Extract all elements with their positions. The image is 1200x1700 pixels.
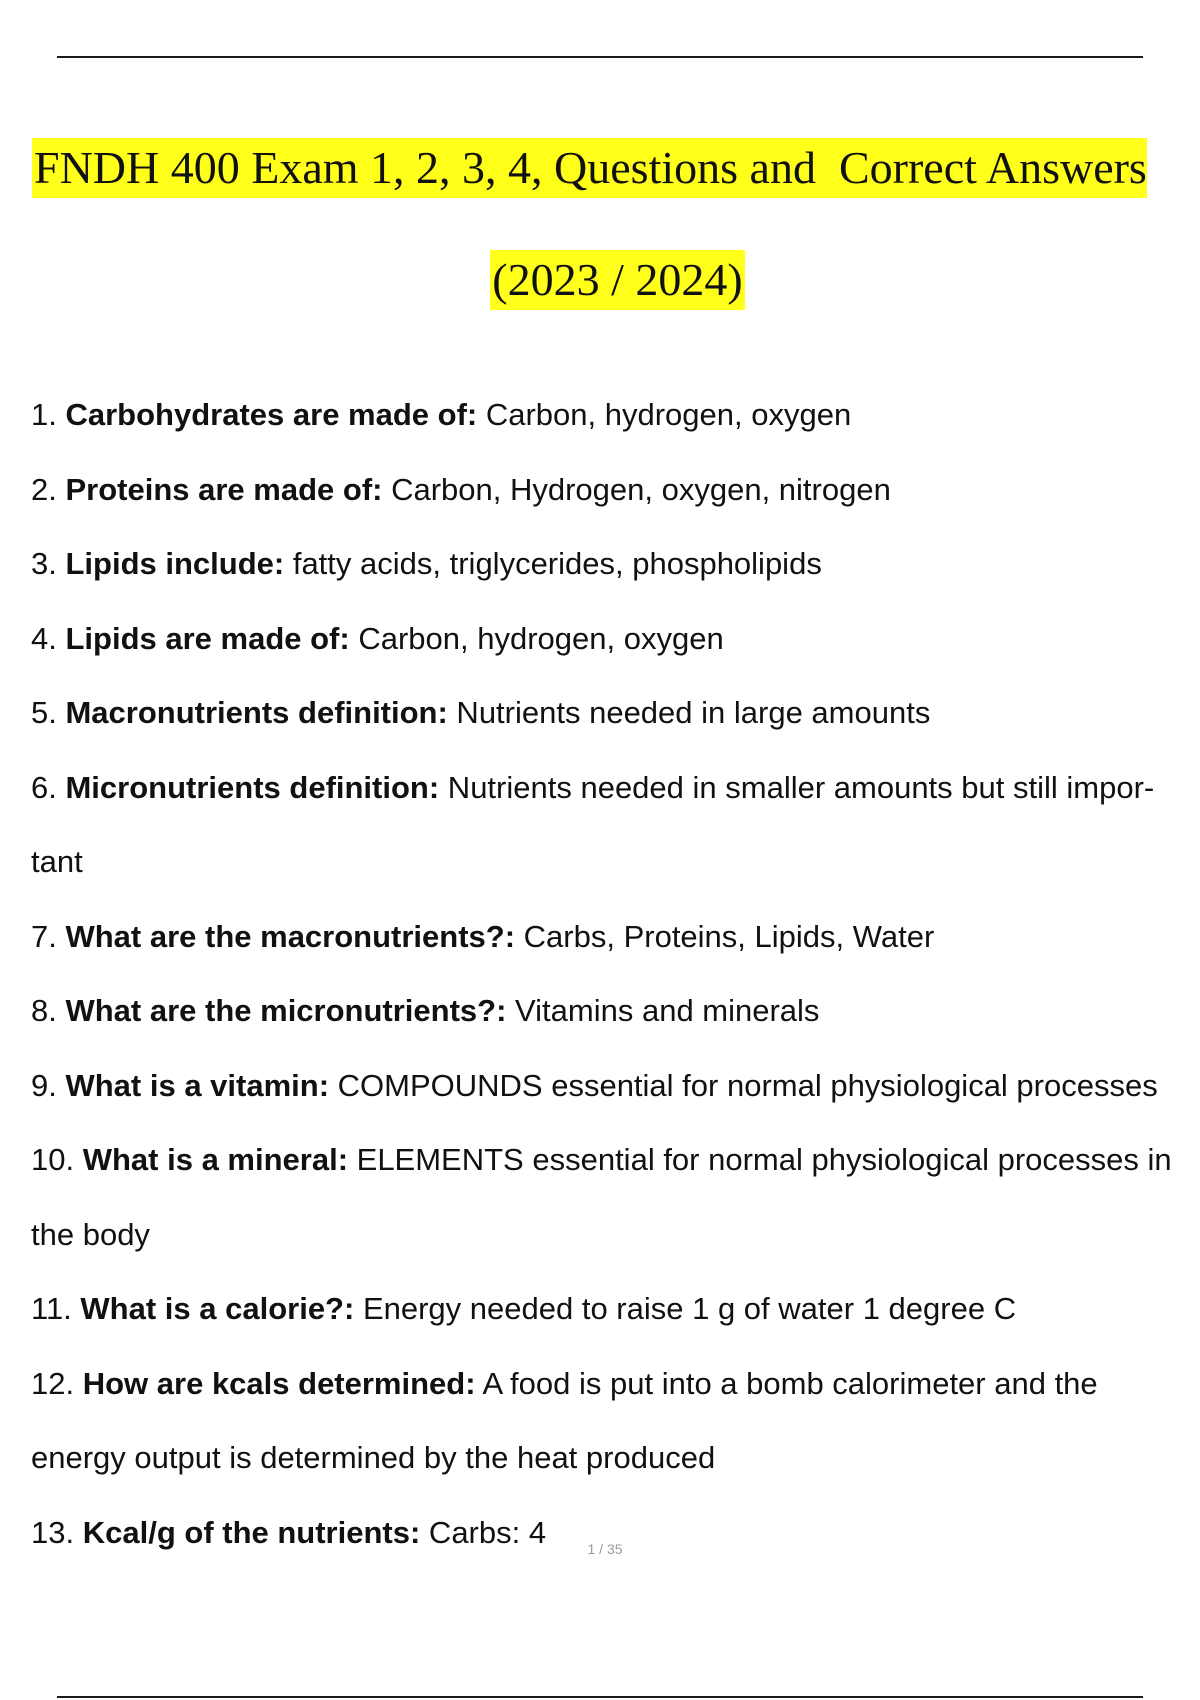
item-answer-continuation: tant [31,844,83,879]
item-number: 4. [31,620,57,656]
item-question: How are kcals determined: [82,1365,476,1401]
item-number: 8. [31,993,57,1028]
list-item [31,676,1200,751]
item-answer: fatty acids, triglycerides, phospholipids [284,546,822,581]
list-item [31,378,1200,453]
list-item [31,751,1200,826]
item-answer: Nutrients needed in smaller amounts but still impor- [439,769,1155,805]
document-subtitle-row [0,250,1200,310]
item-answer: Carbon, hydrogen, oxygen [349,620,724,656]
item-question: Kcal/g of the nutrients: [82,1514,421,1550]
item-number: 1. [31,397,57,432]
list-item [31,1272,1200,1347]
item-answer: Carbs, Proteins, Lipids, Water [515,918,935,954]
list-item [31,1049,1200,1124]
top-divider [57,56,1143,58]
item-answer: COMPOUNDS essential for normal physiological processes [329,1067,1158,1103]
list-item [31,453,1200,528]
item-number: 11. [31,1291,72,1326]
item-answer: ELEMENTS essential for normal physiological processes in [348,1142,1172,1177]
item-question: What is a calorie?: [80,1291,355,1326]
bottom-divider [57,1696,1143,1698]
list-item [31,1347,1200,1422]
item-question: What are the micronutrients?: [65,993,507,1028]
title-line-1: FNDH 400 Exam 1, 2, 3, 4, Questions and Correct Answers [32,138,1147,198]
item-number: 6. [31,769,57,805]
item-question: What is a vitamin: [65,1067,330,1103]
document-title [32,138,1200,198]
item-question: What are the macronutrients?: [65,918,516,954]
item-answer-continuation: energy output is determined by the heat produced [31,1440,716,1475]
item-question: Lipids are made of: [65,620,350,656]
item-number: 7. [31,918,57,954]
item-answer: Nutrients needed in large amounts [447,695,931,730]
item-number: 5. [31,695,57,730]
item-question: Macronutrients definition: [65,695,448,730]
item-number: 9. [31,1067,57,1103]
item-answer: Carbon, Hydrogen, oxygen, nitrogen [382,471,891,507]
list-item [31,602,1200,677]
item-answer: Vitamins and minerals [506,993,820,1028]
item-question: What is a mineral: [82,1142,349,1177]
page-number: 1 / 35 [587,1541,623,1557]
item-number: 2. [31,471,57,507]
list-item [31,1496,1200,1571]
list-item [31,527,1200,602]
item-question: Lipids include: [65,546,285,581]
item-answer: Energy needed to raise 1 g of water 1 degree C [354,1291,1017,1326]
item-number: 12. [31,1365,75,1401]
item-number: 10. [31,1142,75,1177]
item-question: Micronutrients definition: [65,769,440,805]
item-number: 13. [31,1514,75,1550]
question-list [31,378,1200,1570]
list-item [31,1123,1200,1198]
item-question: Carbohydrates are made of: [65,397,478,432]
list-item [31,900,1200,975]
item-number: 3. [31,546,57,581]
item-answer: A food is put into a bomb calorimeter and the [475,1365,1098,1401]
item-answer: Carbs: 4 [420,1514,547,1550]
item-answer-continuation: the body [31,1216,150,1252]
item-question: Proteins are made of: [65,471,383,507]
list-item [31,974,1200,1049]
title-line-2: (2023 / 2024) [490,250,744,310]
item-answer: Carbon, hydrogen, oxygen [477,397,852,432]
